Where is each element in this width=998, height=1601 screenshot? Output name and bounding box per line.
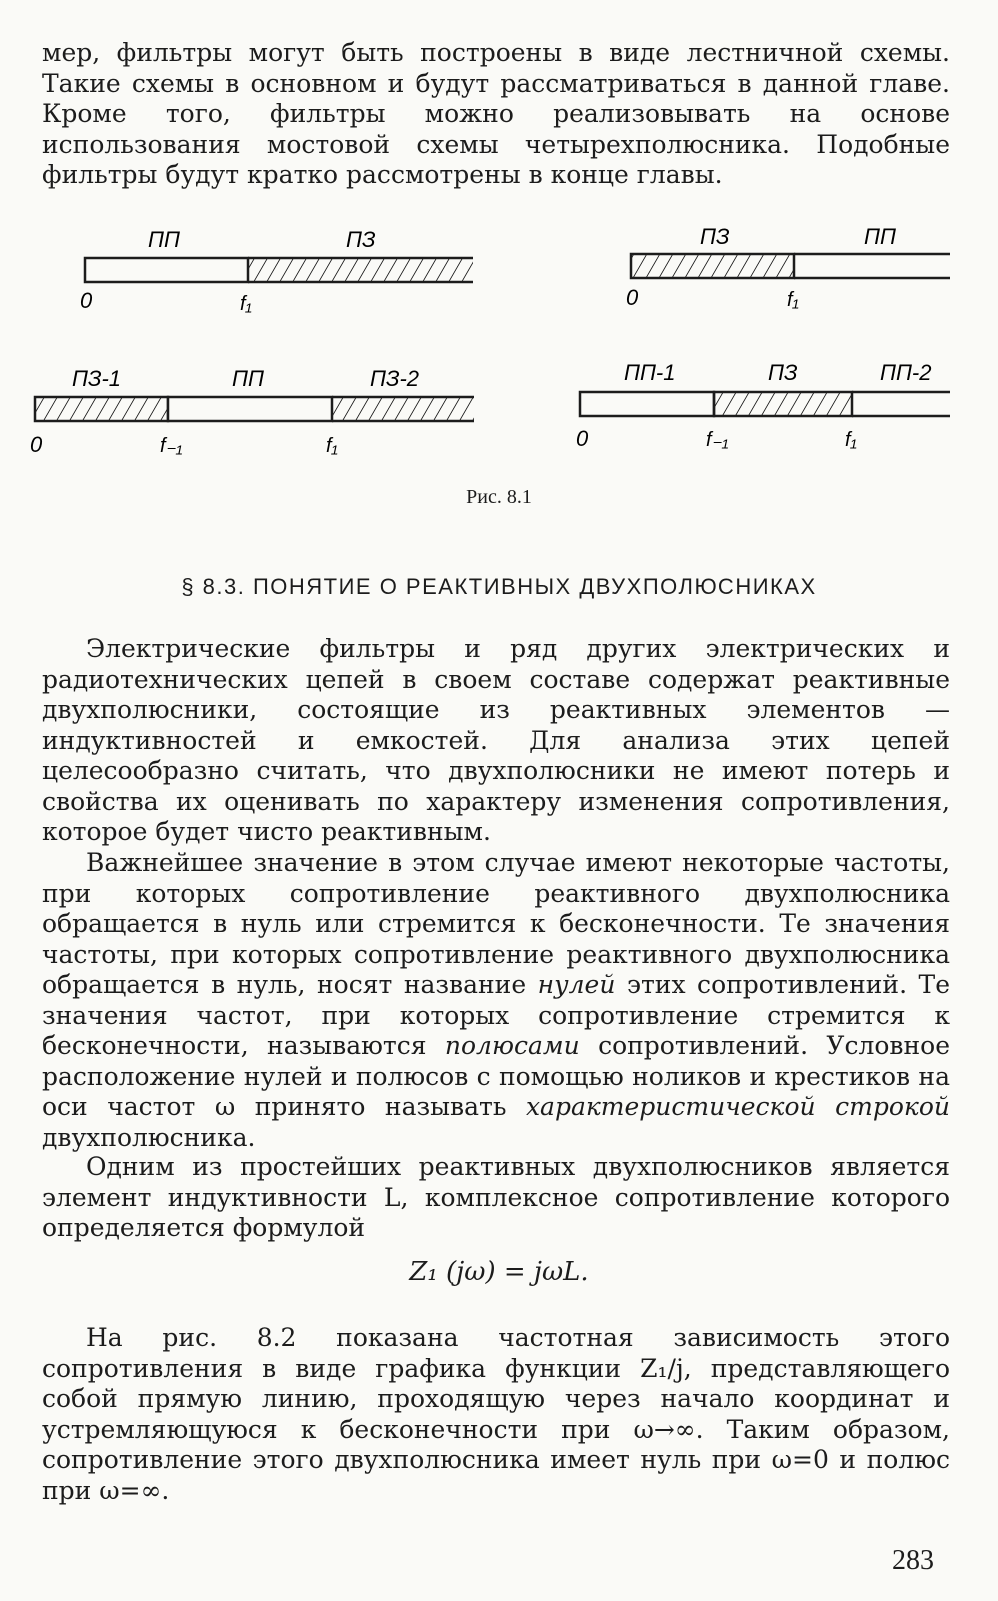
stopband-label: ПЗ <box>700 224 730 249</box>
text-run: этих сопротивлений. Те значения частот, при которых сопротивление стремится к бесконечности, называются <box>42 970 950 1060</box>
passband-label: ПП <box>864 224 896 249</box>
f1-label: f₁ <box>240 293 252 315</box>
stopband-1-label: ПЗ-1 <box>72 366 122 391</box>
origin-label: 0 <box>576 426 589 451</box>
f-minus1-label: f₋₁ <box>160 435 183 457</box>
page-number: 283 <box>892 1545 934 1576</box>
emphasis-term: нулей <box>537 970 616 999</box>
intro-paragraph: мер, фильтры могут быть построены в виде лестничной схемы. Такие схемы в основном и будут рассматриваться в данной главе. Кроме того, фильтры можно реализовывать на основе использования мостовой схемы четырехполюсника. Подобные фильтры будут кратко рассмотрены в конце главы. <box>42 38 950 189</box>
body-paragraph: Электрические фильтры и ряд других электрических и радиотехнических цепей в своем составе содержат реактивные двухполюсники, состоящие из реактивных элементов — индуктивностей и емкостей. Для анализа этих цепей целесообразно считать, что двухполюсники не имеют потерь и свойства их оценивать по характеру изменения сопротивления, которое будет чисто реактивным. <box>42 634 950 846</box>
text-run: сопротивлений. Условное расположение нулей и полюсов с помощью ноликов и крестиков на оси частот ω принято называть <box>42 1031 950 1121</box>
stopband-2-label: ПЗ-2 <box>370 366 420 391</box>
passband-segment <box>168 397 332 421</box>
f1-label: f₁ <box>326 435 338 457</box>
origin-label: 0 <box>30 432 43 457</box>
stopband-segment <box>248 258 473 282</box>
origin-label: 0 <box>626 285 639 310</box>
section-heading: § 8.3. ПОНЯТИЕ О РЕАКТИВНЫХ ДВУХПОЛЮСНИКАХ <box>181 574 817 599</box>
stopband-segment <box>714 392 852 416</box>
bandstop-band-diagram <box>576 360 950 451</box>
figure-8-1 <box>0 0 998 480</box>
f1-label: f₁ <box>845 429 857 451</box>
highpass-band-diagram <box>626 224 950 311</box>
stopband-segment <box>631 254 794 278</box>
passband-1-label: ПП-1 <box>624 360 676 385</box>
stopband-label: ПЗ <box>768 360 798 385</box>
stopband-1-segment <box>35 397 168 421</box>
origin-label: 0 <box>80 288 93 313</box>
passband-segment <box>85 258 248 282</box>
body-paragraph: На рис. 8.2 показана частотная зависимость этого сопротивления в виде графика функции Z₁/j, представляющего собой прямую линию, проходящую через начало координат и устремляющуюся к бесконечности при ω→∞. Таким образом, сопротивление этого двухполюсника имеет нуль при ω=0 и полюс при ω=∞. <box>42 1323 950 1505</box>
lowpass-band-diagram <box>80 227 473 315</box>
passband-2-label: ПП-2 <box>880 360 932 385</box>
f-minus1-label: f₋₁ <box>706 429 729 451</box>
formula: Z₁ (jω) = jωL. <box>409 1257 589 1287</box>
figure-caption: Рис. 8.1 <box>466 486 532 508</box>
stopband-label: ПЗ <box>346 227 376 252</box>
passband-1-segment <box>580 392 714 416</box>
passband-label: ПП <box>232 366 264 391</box>
emphasis-term: характеристической строкой <box>525 1092 950 1121</box>
passband-label: ПП <box>148 227 180 252</box>
emphasis-term: полюсами <box>444 1031 580 1060</box>
bandpass-band-diagram <box>30 366 474 457</box>
f1-label: f₁ <box>787 289 799 311</box>
body-paragraph <box>42 848 950 1153</box>
body-paragraph: Одним из простейших реактивных двухполюсников является элемент индуктивности L, комплексное сопротивление которого определяется формулой <box>42 1152 950 1242</box>
text-run: двухполюсника. <box>42 1122 256 1152</box>
text-run: Важнейшее значение в этом случае имеют некоторые частоты, при которых сопротивление реактивного двухполюсника обращается в нуль или стремится к бесконечности. Те значения частоты, при которых сопротивление реактивного двухполюсника обращается в нуль, носят название <box>42 848 950 999</box>
stopband-2-segment <box>332 397 474 421</box>
